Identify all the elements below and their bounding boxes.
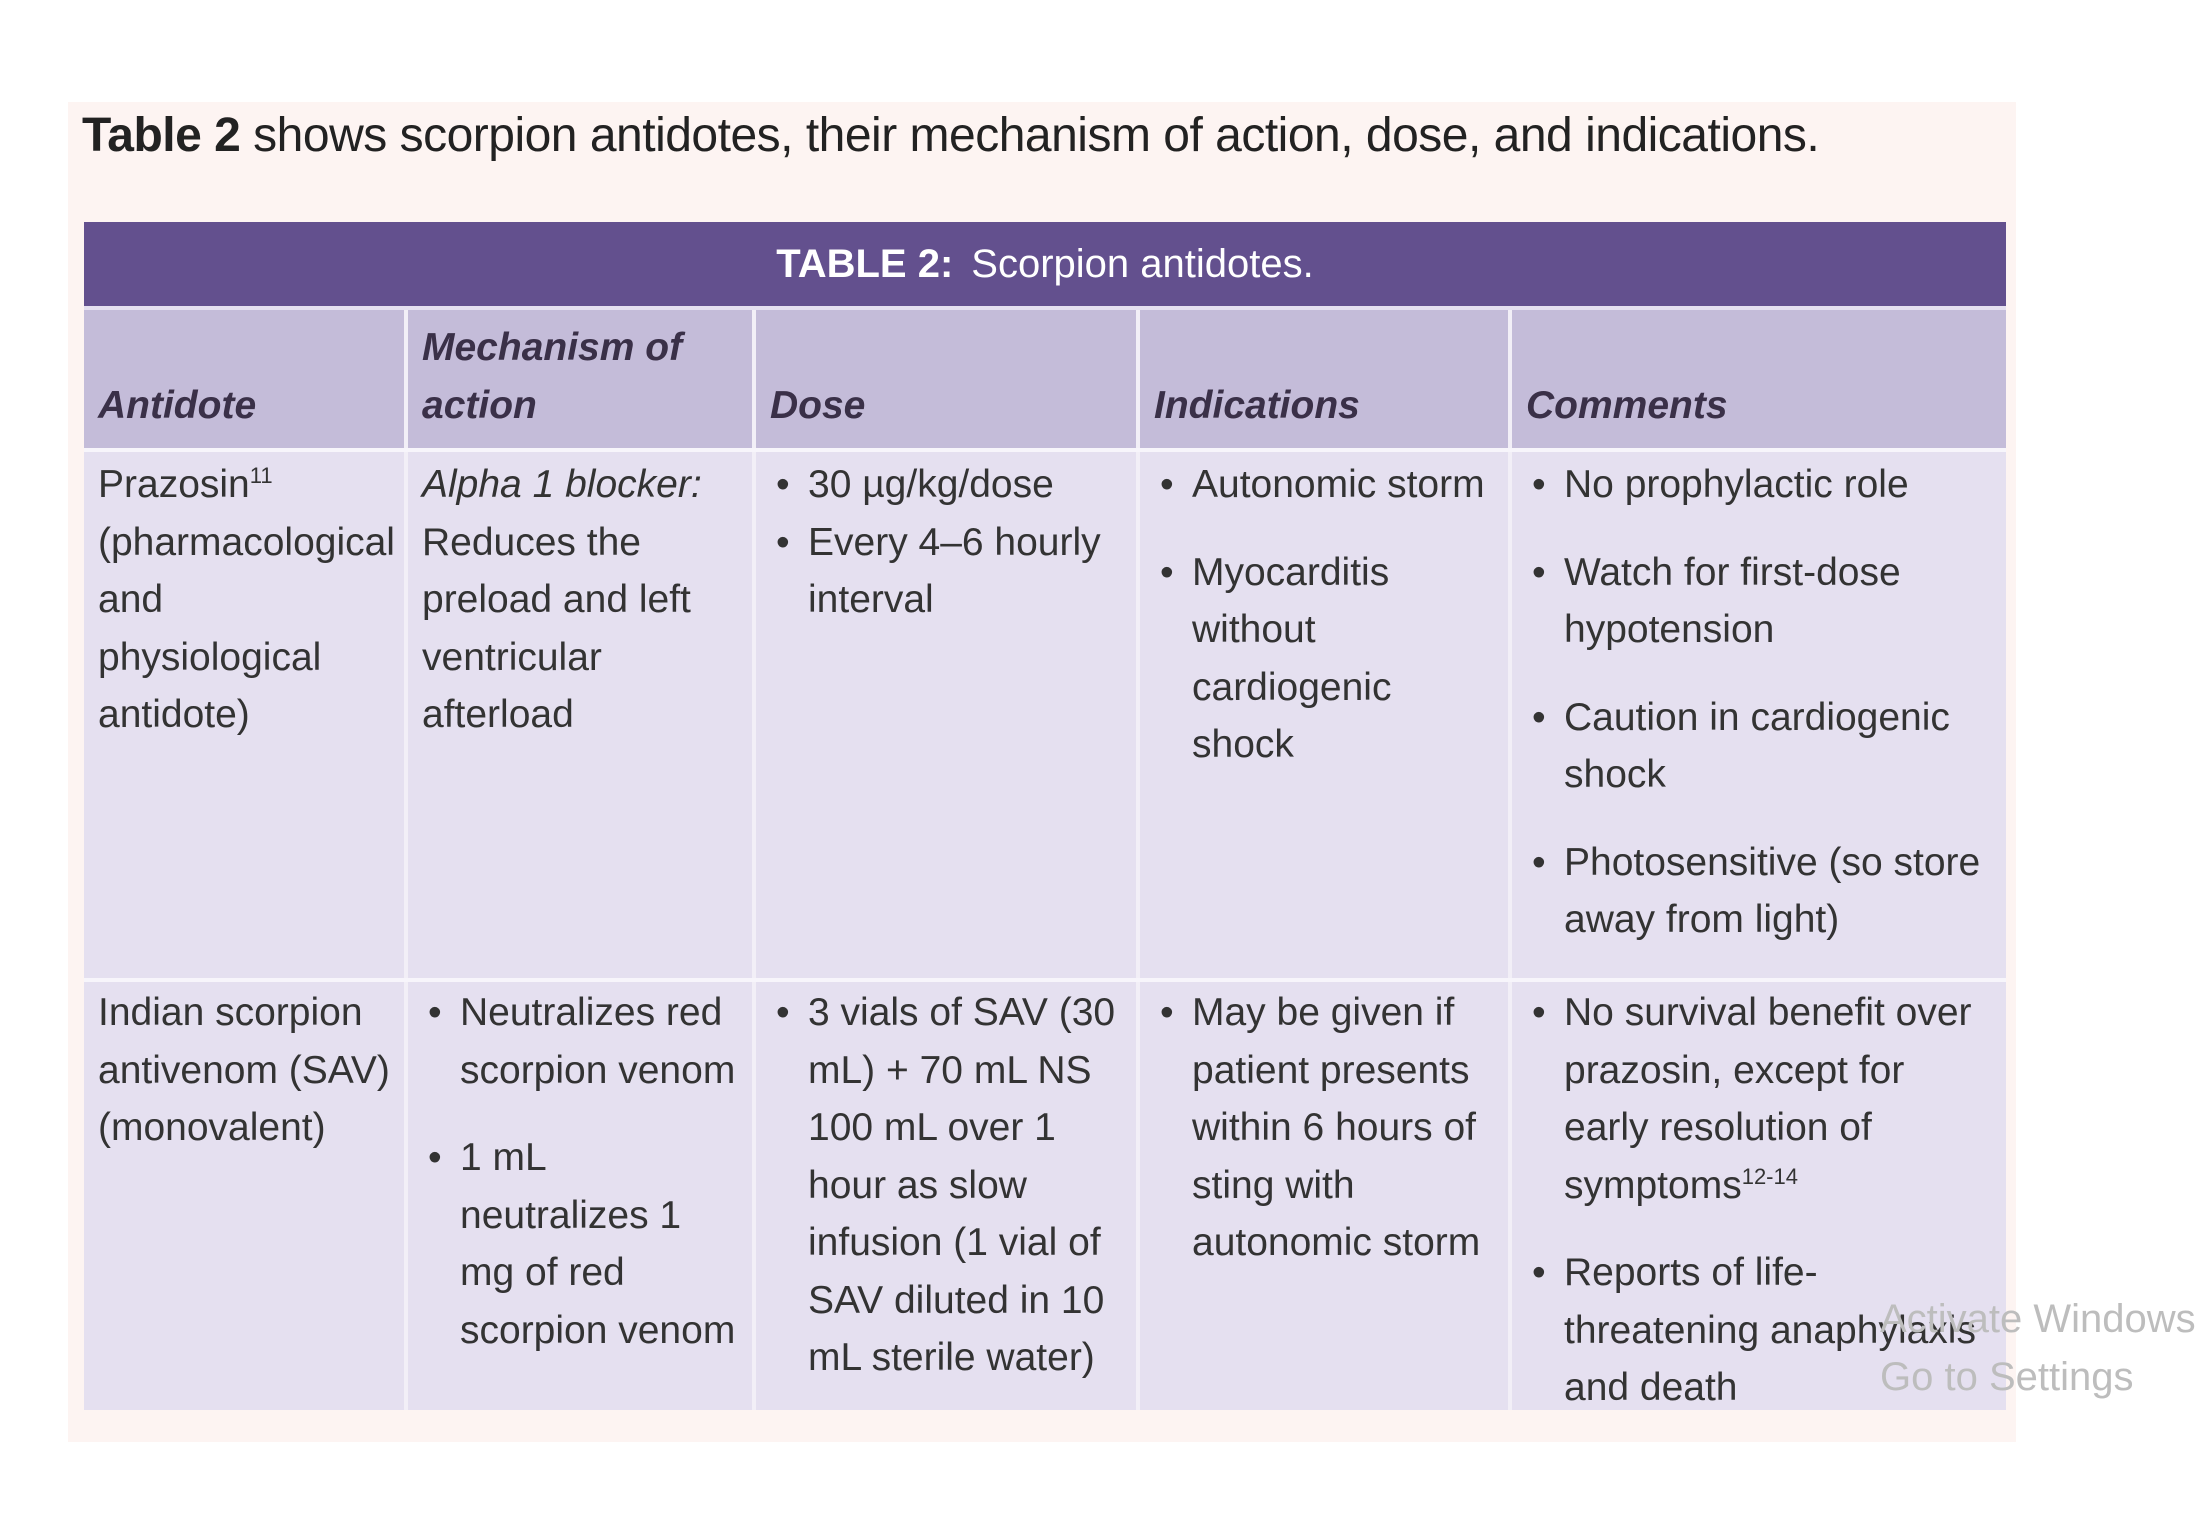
list-item: • May be given if patient presents within 6 hours of sting with autonomic storm [1154, 984, 1494, 1272]
list-item: • No prophylactic role [1526, 456, 1992, 514]
table-row-sav-dose [756, 982, 1140, 1410]
intro-rest: shows scorpion antidotes, their mechanism of action, dose, and indications. [240, 109, 1820, 162]
list-item: • 3 vials of SAV (30 mL) + 70 mL NS 100 mL over 1 hour as slow infusion (1 vial of SAV diluted in 10 mL sterile water) [770, 984, 1122, 1387]
table-row-sav-antidote [84, 982, 408, 1410]
header-antidote-label: Antidote [98, 383, 257, 427]
list-item: • 1 mL neutralizes 1 mg of red scorpion venom [422, 1129, 738, 1359]
table-title: Scorpion antidotes. [971, 241, 1314, 286]
list-item: • Neutralizes red scorpion venom [422, 984, 738, 1099]
header-dose [756, 310, 1140, 448]
header-indications-label: Indications [1154, 383, 1360, 427]
table-row-prazosin-antidote [84, 452, 408, 978]
intro-bold: Table 2 [82, 109, 241, 162]
header-indications [1140, 310, 1512, 448]
intro-text [82, 108, 1819, 163]
activate-windows-watermark [1880, 1290, 2196, 1406]
header-mechanism-label: Mechanism of action [422, 326, 683, 427]
list-item: • Every 4–6 hourly interval [770, 514, 1122, 629]
antidote-note: (pharmacological and physiological antidote) [98, 520, 395, 736]
list-item: • Watch for first-dose hypotension [1526, 544, 1992, 659]
table-row-prazosin-comments [1512, 452, 2006, 978]
list-item: • Autonomic storm [1154, 456, 1494, 514]
comment-text: No survival benefit over prazosin, except for early resolution of symptoms [1564, 991, 1972, 1207]
table-title-bar [84, 222, 2006, 306]
header-comments [1512, 310, 2006, 448]
list-item [1526, 984, 1992, 1214]
list-item: • Caution in cardiogenic shock [1526, 689, 1992, 804]
table-row-prazosin-mechanism [408, 452, 756, 978]
antidote-name: Prazosin [98, 463, 250, 506]
comment-ref: 12-14 [1741, 1163, 1798, 1189]
antidote-name: Indian scorpion antivenom (SAV) (monovalent) [98, 991, 390, 1149]
header-antidote [84, 310, 408, 448]
mechanism-label: Alpha 1 blocker: [422, 463, 702, 506]
watermark-line-2: Go to Settings [1880, 1355, 2134, 1399]
list-item: • Myocarditis without cardiogenic shock [1154, 544, 1494, 774]
table-row-prazosin-indications [1140, 452, 1512, 978]
mechanism-text: Reduces the preload and left ventricular afterload [422, 520, 691, 736]
table-row-sav-mechanism [408, 982, 756, 1410]
header-dose-label: Dose [770, 383, 866, 427]
list-item: • Photosensitive (so store away from light) [1526, 834, 1992, 949]
table-title-label: TABLE 2: [776, 241, 954, 286]
table-row-sav-indications [1140, 982, 1512, 1410]
list-item: • 30 µg/kg/dose [770, 456, 1122, 514]
header-mechanism [408, 310, 756, 448]
watermark-line-1: Activate Windows [1880, 1297, 2196, 1341]
antidotes-table [84, 222, 2006, 1410]
antidote-ref: 11 [249, 463, 273, 488]
header-comments-label: Comments [1526, 383, 1728, 427]
table-row-prazosin-dose [756, 452, 1140, 978]
list-item: • Reports of life-threatening anaphylaxis and death [1526, 1244, 1992, 1417]
